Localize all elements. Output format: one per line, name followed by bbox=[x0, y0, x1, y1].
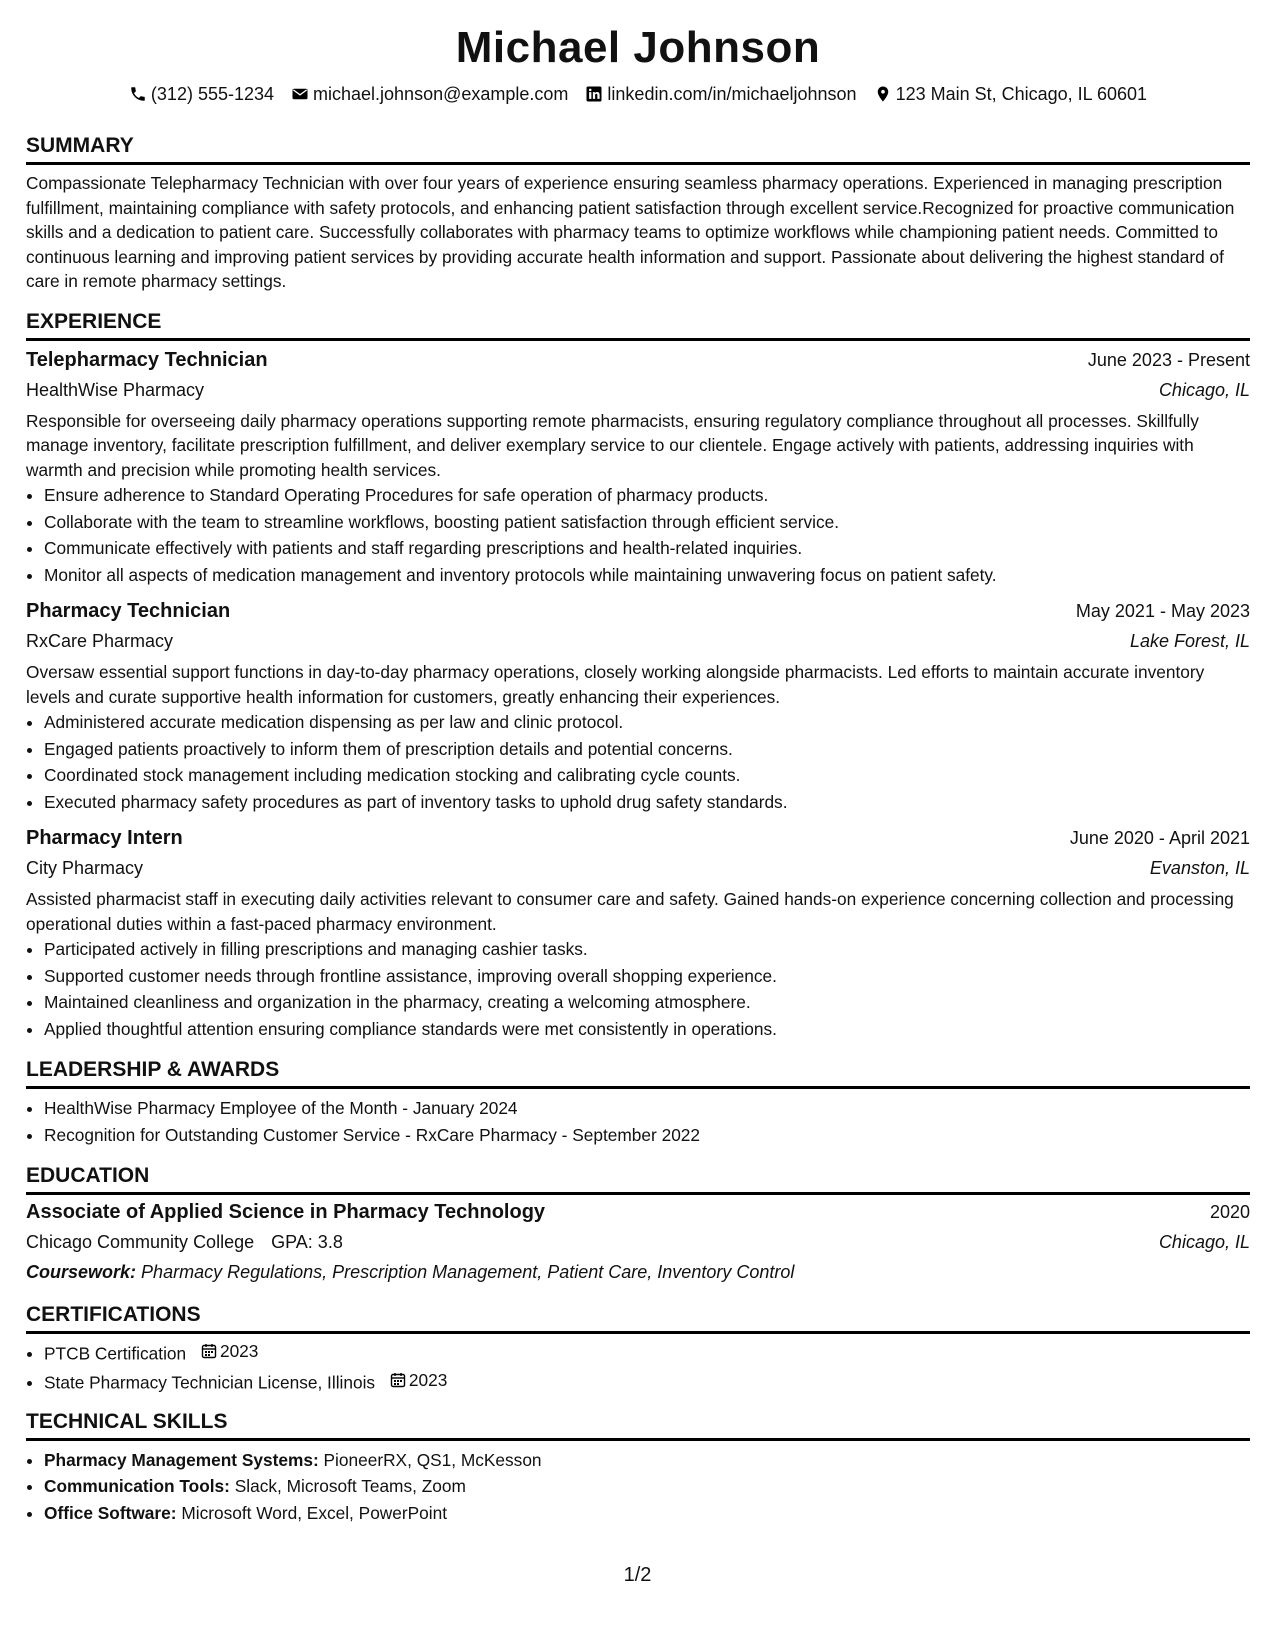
job-location: Lake Forest, IL bbox=[1129, 631, 1250, 651]
coursework bbox=[26, 1257, 1250, 1287]
job-description: Responsible for overseeing daily pharmacy operations supporting remote pharmacists, ensuring regulatory compliance throughout all processes. Skillfully manage inventory, facilitate prescription fulfillment, and deliver exemplary service to our clientele. Engage actively with patients, addressing inquiries with warmth and precision while promoting health services. bbox=[26, 410, 1199, 480]
job-description: Oversaw essential support functions in day-to-day pharmacy operations, closely working alongside pharmacists. Led efforts to maintain accurate inventory levels and curate supportive health information for customers, greatly enhancing their experiences. bbox=[26, 662, 1205, 707]
list-item: • Coordinated stock management including medication stocking and calibrating cycle counts. bbox=[44, 762, 1250, 789]
summary-section bbox=[26, 132, 1250, 294]
address-text: 123 Main St, Chicago, IL 60601 bbox=[895, 84, 1148, 104]
job-bullets bbox=[26, 936, 1250, 1042]
cert-date bbox=[201, 1338, 258, 1365]
job-location: Chicago, IL bbox=[1158, 379, 1250, 400]
experience-section bbox=[26, 308, 1250, 1043]
list-item: • Communicate effectively with patients and staff regarding prescriptions and health-related inquiries. bbox=[44, 535, 1250, 562]
list-item bbox=[44, 1338, 1250, 1367]
degree-title: Associate of Applied Science in Pharmacy Technology bbox=[26, 1201, 546, 1223]
job-employer: RxCare Pharmacy bbox=[26, 631, 174, 651]
section-divider bbox=[26, 338, 1250, 341]
list-item: • HealthWise Pharmacy Employee of the Month - January 2024 bbox=[44, 1095, 1250, 1122]
skill-value: Slack, Microsoft Teams, Zoom bbox=[234, 1476, 466, 1496]
experience-entry bbox=[26, 596, 1250, 815]
graduation-year: 2020 bbox=[1209, 1202, 1250, 1222]
gpa: GPA: 3.8 bbox=[271, 1232, 343, 1252]
list-item: • Executed pharmacy safety procedures as part of inventory tasks to uphold drug safety standards. bbox=[44, 789, 1250, 816]
contact-phone bbox=[129, 82, 274, 106]
calendar-icon bbox=[201, 1343, 217, 1359]
job-bullets bbox=[26, 482, 1250, 588]
job-dates: June 2020 - April 2021 bbox=[1069, 828, 1250, 848]
list-item: • Ensure adherence to Standard Operating Procedures for safe operation of pharmacy products. bbox=[44, 482, 1250, 509]
section-divider bbox=[26, 1438, 1250, 1441]
contact-email[interactable] bbox=[291, 82, 568, 106]
list-item bbox=[44, 1447, 1250, 1474]
section-divider bbox=[26, 1331, 1250, 1334]
summary-text: Compassionate Telepharmacy Technician with over four years of experience ensuring seamless pharmacy operations. Experienced in managing prescription fulfillment, maintaining compliance with safety protocols, and enhancing patient satisfaction through excellent service.Recognized for proactive communication skills and a dedication to patient care. Successfully collaborates with pharmacy teams to optimize workflows while championing patient needs. Committed to continuous learning and improving patient services by providing accurate health information and support. Passionate about delivering the highest standard of care in remote pharmacy settings. bbox=[26, 173, 1235, 291]
contact-bar bbox=[26, 82, 1250, 106]
job-location: Evanston, IL bbox=[1149, 858, 1250, 878]
cert-year: 2023 bbox=[408, 1369, 448, 1390]
awards-list bbox=[26, 1095, 1250, 1148]
section-title-skills: TECHNICAL SKILLS bbox=[26, 1409, 228, 1433]
page-number: 1/2 bbox=[623, 1564, 652, 1586]
resume-page bbox=[26, 18, 1250, 1526]
school-info bbox=[26, 1227, 343, 1257]
linkedin-link[interactable]: linkedin.com/in/michaeljohnson bbox=[607, 84, 857, 104]
skill-label: Communication Tools: bbox=[44, 1476, 230, 1496]
map-pin-icon bbox=[874, 85, 892, 103]
coursework-list: Pharmacy Regulations, Prescription Management, Patient Care, Inventory Control bbox=[141, 1262, 795, 1282]
skill-value: Microsoft Word, Excel, PowerPoint bbox=[181, 1502, 448, 1523]
job-employer: HealthWise Pharmacy bbox=[26, 379, 205, 400]
job-employer: City Pharmacy bbox=[26, 858, 144, 878]
section-divider bbox=[26, 1086, 1250, 1089]
list-item: • Supported customer needs through frontline assistance, improving overall shopping experience. bbox=[44, 963, 1250, 990]
section-title-education: EDUCATION bbox=[26, 1164, 150, 1187]
certifications-section bbox=[26, 1301, 1250, 1396]
email-link[interactable]: michael.johnson@example.com bbox=[313, 84, 569, 104]
phone-icon bbox=[129, 85, 147, 103]
section-title-summary: SUMMARY bbox=[26, 134, 134, 157]
school-location: Chicago, IL bbox=[1158, 1232, 1250, 1252]
cert-date bbox=[390, 1367, 447, 1394]
phone-text: (312) 555-1234 bbox=[150, 84, 275, 104]
section-title-certifications: CERTIFICATIONS bbox=[26, 1303, 201, 1326]
job-title: Pharmacy Technician bbox=[26, 600, 231, 622]
envelope-icon bbox=[291, 85, 309, 103]
list-item bbox=[44, 1473, 1250, 1500]
skills-list bbox=[26, 1447, 1250, 1527]
list-item: • Monitor all aspects of medication management and inventory protocols while maintaining unwavering focus on patient safety. bbox=[44, 562, 1250, 589]
job-dates: May 2021 - May 2023 bbox=[1075, 601, 1250, 621]
list-item: • Administered accurate medication dispensing as per law and clinic protocol. bbox=[44, 709, 1250, 736]
job-dates: June 2023 - Present bbox=[1087, 349, 1250, 370]
skill-value: PioneerRX, QS1, McKesson bbox=[323, 1449, 542, 1470]
section-title-leadership: LEADERSHIP & AWARDS bbox=[26, 1058, 280, 1081]
cert-name: State Pharmacy Technician License, Illinois bbox=[44, 1372, 376, 1392]
coursework-label: Coursework: bbox=[26, 1262, 137, 1282]
list-item bbox=[44, 1500, 1250, 1527]
cert-name: PTCB Certification bbox=[44, 1343, 187, 1364]
cert-year: 2023 bbox=[219, 1341, 259, 1361]
list-item: • Maintained cleanliness and organization in the pharmacy, creating a welcoming atmosphere. bbox=[44, 989, 1250, 1016]
skills-section bbox=[26, 1408, 1250, 1527]
linkedin-icon bbox=[585, 85, 603, 103]
section-divider bbox=[26, 1192, 1250, 1195]
job-title: Telepharmacy Technician bbox=[26, 348, 268, 371]
skill-label: Office Software: bbox=[44, 1502, 177, 1523]
list-item: • Recognition for Outstanding Customer Service - RxCare Pharmacy - September 2022 bbox=[44, 1122, 1250, 1149]
certifications-list bbox=[26, 1338, 1250, 1396]
school-name: Chicago Community College bbox=[26, 1232, 255, 1252]
job-bullets bbox=[26, 709, 1250, 815]
job-title: Pharmacy Intern bbox=[26, 827, 183, 849]
section-divider bbox=[26, 162, 1250, 165]
contact-linkedin[interactable] bbox=[585, 82, 856, 106]
list-item: • Collaborate with the team to streamline workflows, boosting patient satisfaction through efficient service. bbox=[44, 509, 1250, 536]
job-description: Assisted pharmacist staff in executing daily activities relevant to consumer care and safety. Gained hands-on experience concerning collection and processing operational duties within a fast-paced pharmacy environment. bbox=[26, 889, 1234, 934]
list-item bbox=[44, 1367, 1250, 1396]
skill-label: Pharmacy Management Systems: bbox=[44, 1449, 319, 1470]
candidate-name: Michael Johnson bbox=[455, 23, 821, 72]
section-title-experience: EXPERIENCE bbox=[26, 309, 162, 333]
education-section bbox=[26, 1162, 1250, 1287]
list-item: • Participated actively in filling prescriptions and managing cashier tasks. bbox=[44, 936, 1250, 963]
experience-entry bbox=[26, 345, 1250, 589]
list-item: • Applied thoughtful attention ensuring compliance standards were met consistently in operations. bbox=[44, 1016, 1250, 1043]
calendar-icon bbox=[390, 1372, 406, 1388]
contact-address bbox=[874, 82, 1148, 106]
leadership-section bbox=[26, 1056, 1250, 1148]
list-item: • Engaged patients proactively to inform them of prescription details and potential concerns. bbox=[44, 736, 1250, 763]
experience-entry bbox=[26, 823, 1250, 1042]
